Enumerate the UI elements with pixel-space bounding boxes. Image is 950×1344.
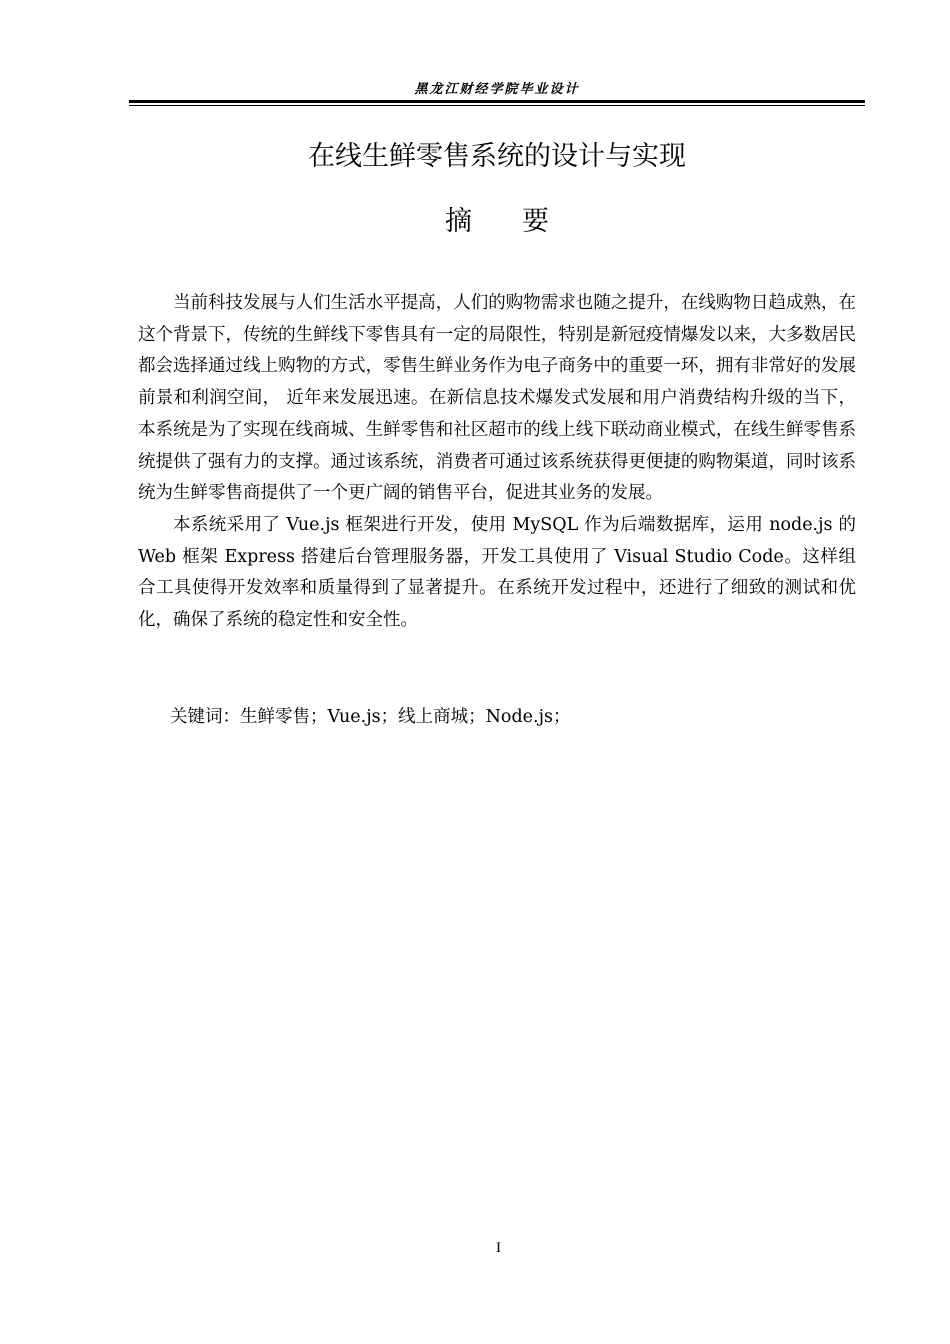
abstract-paragraph-2: 本系统采用了 Vue.js 框架进行开发，使用 MySQL 作为后端数据库，运用 node.js 的 Web 框架 Express 搭建后台管理服务器，开发工具使用了 Visual Studio Code。这样组合工具使得开发效率和质量得到了显著提升。在系统开发过程中，还进行了细致的测试和优化，确保了系统的稳定性和安全性。	[138, 514, 856, 631]
running-header: 黑龙江财经学院毕业设计	[414, 82, 580, 97]
abstract-body	[138, 288, 856, 637]
keywords-value: 生鲜零售；Vue.js；线上商城；Node.js；	[240, 707, 571, 727]
abstract-heading: 摘要	[445, 206, 599, 237]
header-rule-thick	[129, 100, 865, 103]
page-number: I	[496, 1240, 501, 1256]
keywords-label: 关键词：	[170, 707, 240, 727]
document-title: 在线生鲜零售系统的设计与实现	[308, 141, 686, 172]
abstract-paragraph-1: 当前科技发展与人们生活水平提高，人们的购物需求也随之提升，在线购物日趋成熟，在这个背景下，传统的生鲜线下零售具有一定的局限性，特别是新冠疫情爆发以来，大多数居民都会选择通过线上购物的方式，零售生鲜业务作为电子商务中的重要一环，拥有非常好的发展前景和利润空间， 近年来发展迅速。在新信息技术爆发式发展和用户消费结构升级的当下，本系统是为了实现在线商城、生鲜零售和社区超市的线上线下联动商业模式，在线生鲜零售系统提供了强有力的支撑。通过该系统，消费者可通过该系统获得更便捷的购物渠道，同时该系统为生鲜零售商提供了一个更广阔的销售平台，促进其业务的发展。	[138, 293, 856, 504]
header-rule-thin	[129, 105, 865, 106]
keywords-line	[170, 702, 856, 733]
